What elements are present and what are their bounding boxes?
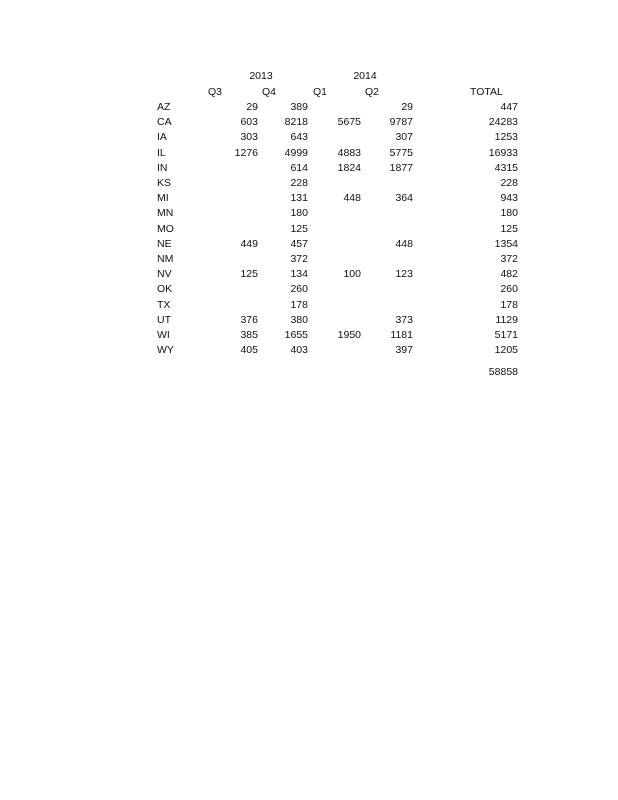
cell-total: 943 [500, 192, 518, 205]
column-header-q1: Q1 [313, 86, 328, 98]
cell-q1: 1824 [337, 161, 361, 174]
table-row [0, 192, 618, 207]
cell-q4: 403 [290, 344, 308, 357]
cell-state: WY [157, 344, 174, 357]
cell-q2: 307 [395, 131, 413, 144]
cell-state: OK [157, 283, 173, 296]
cell-q1: 1950 [337, 329, 361, 341]
cell-q2: 1877 [389, 161, 413, 174]
cell-state: CA [157, 116, 172, 129]
cell-q3: 29 [246, 101, 258, 113]
column-header-q2: Q2 [365, 86, 380, 98]
column-header-total: TOTAL [470, 86, 503, 98]
cell-total: 228 [500, 177, 518, 189]
cell-total: 24283 [488, 116, 518, 129]
cell-total: 1205 [494, 344, 518, 357]
cell-total: 482 [500, 268, 518, 281]
cell-total: 178 [500, 298, 518, 311]
cell-state: TX [157, 298, 171, 311]
table-row [0, 344, 618, 359]
table-row [0, 329, 618, 344]
cell-state: NV [157, 268, 172, 281]
cell-state: UT [157, 313, 171, 326]
cell-state: IN [157, 161, 168, 174]
table-row [0, 116, 618, 131]
cell-q4: 1655 [284, 329, 308, 341]
cell-state: AZ [157, 101, 171, 113]
cell-q4: 4999 [284, 146, 308, 159]
cell-q3: 385 [240, 329, 258, 341]
cell-q4: 380 [290, 313, 308, 326]
cell-q4: 614 [290, 161, 308, 174]
cell-state: MI [157, 192, 169, 205]
cell-state: WI [157, 329, 170, 341]
cell-total: 260 [500, 283, 518, 296]
table-row [0, 147, 618, 162]
cell-total: 372 [500, 253, 518, 265]
cell-total: 180 [500, 207, 518, 220]
cell-q3: 603 [240, 116, 258, 129]
cell-q2: 448 [395, 237, 413, 250]
cell-q3: 449 [240, 237, 258, 250]
cell-q4: 178 [290, 298, 308, 311]
table-row [0, 131, 618, 146]
table-row [0, 162, 618, 177]
cell-q2: 5775 [389, 146, 413, 159]
cell-q4: 457 [290, 237, 308, 250]
cell-q4: 389 [290, 101, 308, 113]
table-row [0, 268, 618, 283]
cell-q1: 100 [343, 268, 361, 281]
cell-q4: 180 [290, 207, 308, 220]
cell-q2: 364 [395, 192, 413, 205]
cell-q1: 448 [343, 192, 361, 205]
cell-q2: 1181 [390, 329, 413, 341]
cell-q4: 8218 [284, 116, 308, 129]
table-row [0, 223, 618, 238]
column-header-q3: Q3 [208, 86, 223, 98]
cell-state: NM [157, 253, 174, 265]
table-row [0, 207, 618, 222]
cell-state: IA [157, 131, 167, 144]
cell-state: MO [157, 222, 174, 235]
cell-state: IL [157, 146, 166, 159]
cell-q3: 405 [240, 344, 258, 357]
column-header-q4: Q4 [262, 86, 277, 98]
cell-state: NE [157, 237, 172, 250]
cell-state: MN [157, 207, 174, 220]
cell-q3: 1276 [234, 146, 258, 159]
grand-total: 58858 [488, 366, 518, 378]
table-row [0, 101, 618, 116]
cell-q2: 29 [401, 101, 413, 113]
cell-q3: 376 [240, 313, 258, 326]
cell-q4: 372 [290, 253, 308, 265]
table-row [0, 283, 618, 298]
cell-q1: 5675 [337, 116, 361, 129]
year-2014-header: 2014 [353, 70, 377, 82]
cell-q2: 373 [395, 313, 413, 326]
cell-q3: 125 [240, 268, 258, 281]
table-row [0, 177, 618, 192]
cell-total: 125 [500, 222, 518, 235]
cell-total: 1253 [494, 131, 518, 144]
cell-total: 1354 [494, 237, 518, 250]
cell-q2: 123 [395, 268, 413, 281]
cell-q4: 125 [290, 222, 308, 235]
cell-total: 5171 [494, 329, 518, 341]
table-row [0, 253, 618, 268]
cell-total: 4315 [494, 161, 518, 174]
table-row [0, 299, 618, 314]
table-row [0, 314, 618, 329]
cell-total: 447 [500, 101, 518, 113]
cell-total: 1129 [495, 313, 518, 326]
cell-q4: 260 [290, 283, 308, 296]
table-row [0, 238, 618, 253]
cell-q2: 397 [395, 344, 413, 357]
cell-q2: 9787 [389, 116, 413, 129]
cell-q3: 303 [240, 131, 258, 144]
cell-q4: 134 [290, 268, 308, 281]
year-2013-header: 2013 [249, 70, 273, 82]
cell-q1: 4883 [337, 146, 361, 159]
cell-q4: 131 [290, 192, 308, 205]
cell-q4: 228 [290, 177, 308, 189]
cell-total: 16933 [488, 146, 518, 159]
cell-q4: 643 [290, 131, 308, 144]
cell-state: KS [157, 177, 172, 189]
